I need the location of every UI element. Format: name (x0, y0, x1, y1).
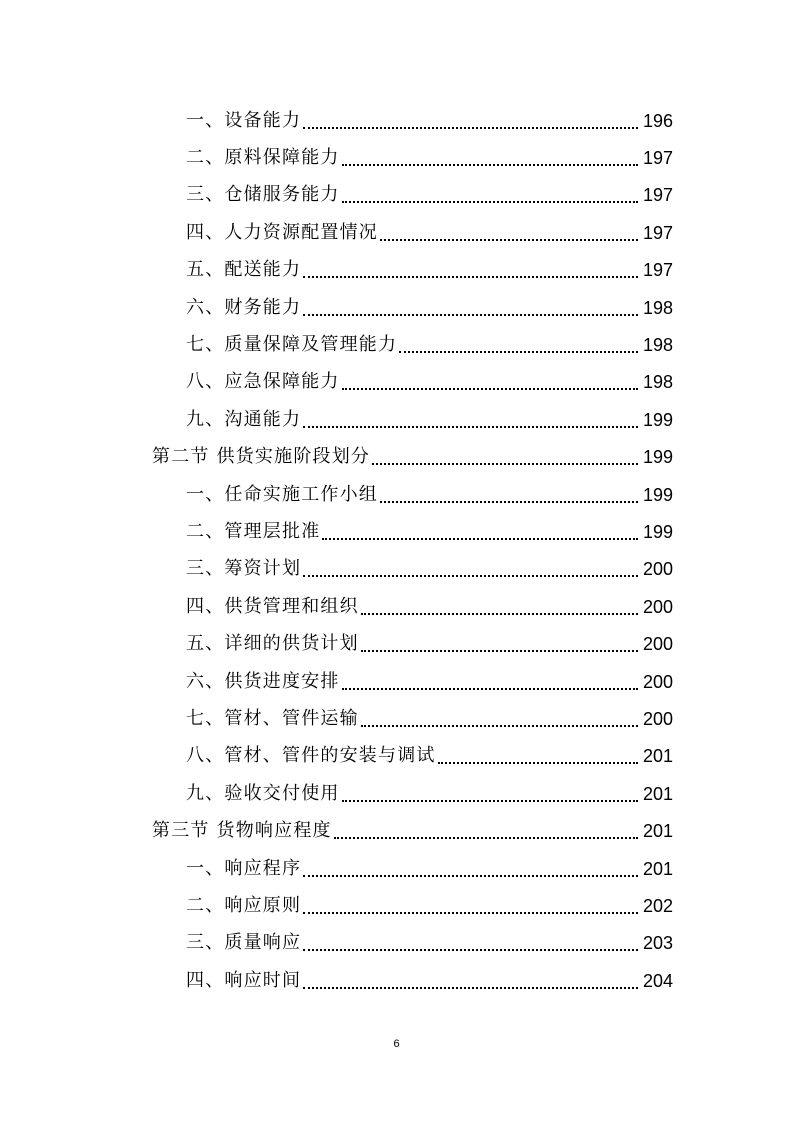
toc-entry-title: 九、验收交付使用 (186, 782, 340, 804)
toc-section-title: 第三节 货物响应程度 (152, 820, 332, 842)
dot-leader (303, 127, 638, 129)
toc-entry-page: 199 (642, 521, 673, 542)
toc-entry-page: 198 (642, 335, 673, 356)
toc-entry[interactable] (0, 775, 793, 812)
toc-entry-page: 200 (642, 559, 673, 580)
dot-leader (342, 164, 638, 166)
dot-leader (303, 949, 638, 951)
toc-entry-title: 二、响应原则 (186, 894, 302, 916)
toc-entry[interactable] (0, 326, 793, 363)
toc-entry-page: 202 (642, 895, 673, 916)
toc-entry[interactable] (0, 401, 793, 438)
toc-entry-title: 六、供货进度安排 (186, 670, 340, 692)
dot-leader (303, 912, 638, 914)
dot-leader (303, 314, 638, 316)
toc-entry[interactable] (0, 925, 793, 962)
toc-entry[interactable] (0, 364, 793, 401)
dot-leader (334, 837, 638, 839)
dot-leader (342, 800, 638, 802)
toc-entry-page: 196 (642, 110, 673, 131)
toc-entry-page: 201 (642, 821, 673, 842)
dot-leader (303, 575, 638, 577)
toc-entry[interactable] (0, 139, 793, 176)
toc-entry[interactable] (0, 700, 793, 737)
toc-entry-page: 201 (642, 858, 673, 879)
toc-entry-title: 二、原料保障能力 (186, 147, 340, 169)
toc-entry[interactable] (0, 962, 793, 999)
toc-entry-page: 204 (642, 970, 673, 991)
toc-entry-title: 三、仓储服务能力 (186, 184, 340, 206)
toc-entry-page: 197 (642, 222, 673, 243)
toc-entry-page: 199 (642, 409, 673, 430)
toc-entry[interactable] (0, 252, 793, 289)
toc-entry-title: 一、设备能力 (186, 109, 302, 131)
dot-leader (361, 613, 638, 615)
dot-leader (322, 538, 638, 540)
dot-leader (438, 762, 638, 764)
toc-entry-title: 一、响应程序 (186, 857, 302, 879)
toc-entry-title: 五、详细的供货计划 (186, 633, 359, 655)
toc-entry[interactable] (0, 289, 793, 326)
toc-entry-page: 201 (642, 783, 673, 804)
dot-leader (399, 351, 638, 353)
toc-entry-page: 197 (642, 260, 673, 281)
toc-entry-page: 199 (642, 484, 673, 505)
dot-leader (342, 388, 638, 390)
toc-entry-page: 198 (642, 372, 673, 393)
dot-leader (303, 875, 638, 877)
toc-entry-page: 200 (642, 596, 673, 617)
toc-entry-title: 九、沟通能力 (186, 408, 302, 430)
dot-leader (342, 201, 638, 203)
toc-entry-title: 三、筹资计划 (186, 558, 302, 580)
toc-entry-title: 二、管理层批准 (186, 520, 321, 542)
toc-entry-title: 五、配送能力 (186, 259, 302, 281)
dot-leader (361, 725, 638, 727)
toc-entry-page: 199 (642, 447, 673, 468)
toc-entry[interactable] (0, 513, 793, 550)
dot-leader (303, 426, 638, 428)
dot-leader (303, 276, 638, 278)
toc-entry-page: 203 (642, 933, 673, 954)
toc-entry-page: 197 (642, 185, 673, 206)
dot-leader (372, 463, 638, 465)
toc-entry-title: 四、响应时间 (186, 969, 302, 991)
toc-entry-title: 八、应急保障能力 (186, 371, 340, 393)
toc-entry-title: 四、供货管理和组织 (186, 595, 359, 617)
dot-leader (361, 650, 638, 652)
dot-leader (303, 987, 638, 989)
page-number: 6 (393, 1038, 400, 1050)
toc-entry[interactable] (0, 625, 793, 662)
toc-entry-page: 200 (642, 634, 673, 655)
toc-entry-page: 201 (642, 746, 673, 767)
toc-entry-page: 197 (642, 148, 673, 169)
toc-entry-title: 六、财务能力 (186, 296, 302, 318)
toc-entry[interactable] (0, 476, 793, 513)
toc-entry[interactable] (0, 214, 793, 251)
toc-entry[interactable] (0, 663, 793, 700)
toc-entry[interactable] (0, 738, 793, 775)
dot-leader (342, 688, 638, 690)
toc-section-entry[interactable] (0, 439, 793, 476)
toc-entry-title: 三、质量响应 (186, 932, 302, 954)
dot-leader (380, 501, 638, 503)
toc-entry-page: 200 (642, 671, 673, 692)
toc-entry[interactable] (0, 887, 793, 924)
table-of-contents (0, 102, 793, 999)
toc-section-title: 第二节 供货实施阶段划分 (152, 446, 371, 468)
toc-entry[interactable] (0, 850, 793, 887)
toc-entry[interactable] (0, 102, 793, 139)
toc-entry-page: 198 (642, 297, 673, 318)
toc-entry-title: 八、管材、管件的安装与调试 (186, 745, 436, 767)
toc-entry-page: 200 (642, 708, 673, 729)
toc-entry[interactable] (0, 551, 793, 588)
toc-entry-title: 四、人力资源配置情况 (186, 221, 378, 243)
toc-entry-title: 七、质量保障及管理能力 (186, 334, 398, 356)
toc-section-entry[interactable] (0, 812, 793, 849)
toc-entry-title: 七、管材、管件运输 (186, 707, 359, 729)
toc-entry[interactable] (0, 177, 793, 214)
toc-entry[interactable] (0, 588, 793, 625)
toc-entry-title: 一、任命实施工作小组 (186, 483, 378, 505)
dot-leader (380, 239, 638, 241)
